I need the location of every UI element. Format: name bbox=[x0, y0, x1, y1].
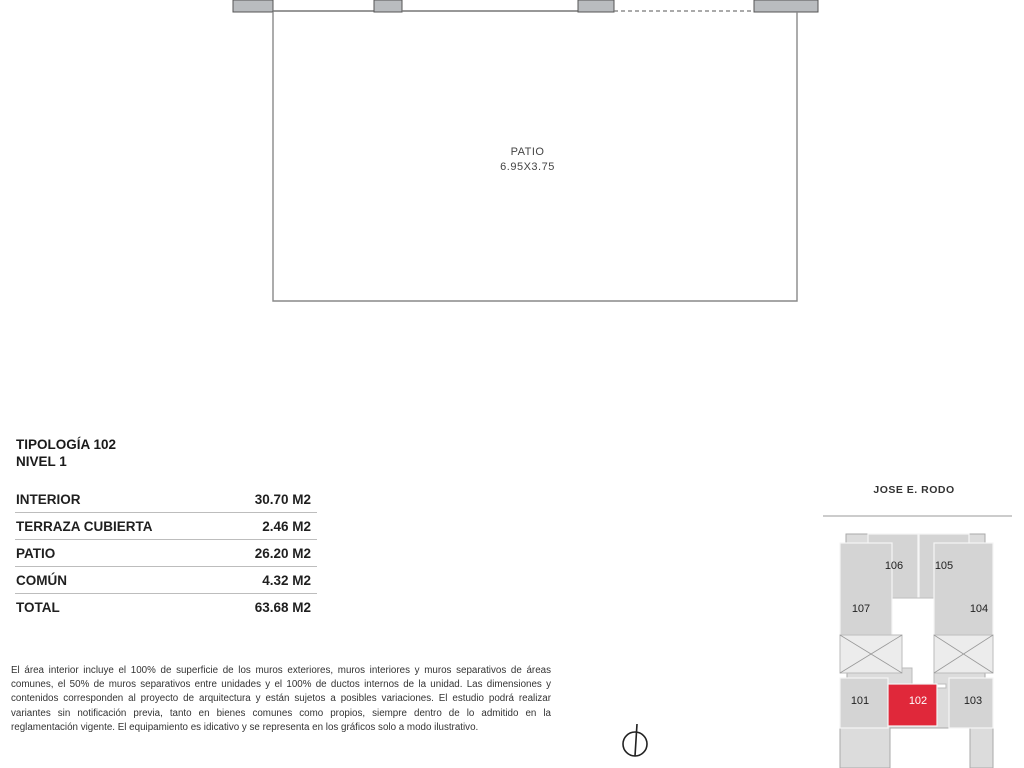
unit-level: NIVEL 1 bbox=[16, 454, 67, 469]
street-label: JOSE E. RODO bbox=[873, 484, 955, 496]
area-value: 63.68 M2 bbox=[254, 599, 311, 615]
unit-102-label: 102 bbox=[908, 695, 928, 707]
area-label: TOTAL bbox=[16, 599, 60, 615]
area-value: 2.46 M2 bbox=[262, 518, 311, 534]
patio-dimensions: 6.95X3.75 bbox=[500, 161, 555, 173]
unit-105-label: 105 bbox=[934, 560, 954, 572]
unit-103-label: 103 bbox=[963, 695, 983, 707]
area-row-terraza bbox=[15, 513, 317, 540]
area-label: INTERIOR bbox=[16, 491, 81, 507]
area-row-comun bbox=[15, 567, 317, 594]
disclaimer-text: El área interior incluye el 100% de superficie de los muros exteriores, muros interiores y muros separativos de áreas comunes, el 50% de muros separativos entre unidades y el 100% de ductos internos de la unidad. Las dimensiones y contenidos corresponden al proyecto de arquitectura y están sujetos a posibles variaciones. El estudio podrá realizar variantes sin notificación previa, tanto en bienes comunes como propios, siempre dentro de lo admitido en la reglamentación vigente. El equipamiento es idicativo y se representa en los gráficos solo a modo ilustrativo. bbox=[11, 665, 551, 733]
area-table bbox=[15, 486, 317, 620]
area-value: 30.70 M2 bbox=[254, 491, 311, 507]
unit-106-label: 106 bbox=[884, 560, 904, 572]
unit-title-block bbox=[16, 436, 116, 470]
wall-column-2 bbox=[374, 0, 402, 12]
area-label: PATIO bbox=[16, 545, 56, 561]
key-map bbox=[820, 478, 1020, 768]
unit-101-label: 101 bbox=[850, 695, 870, 707]
area-row-interior bbox=[15, 486, 317, 513]
area-row-total bbox=[15, 594, 317, 620]
unit-104-label: 104 bbox=[969, 603, 989, 615]
area-value: 4.32 M2 bbox=[262, 572, 311, 588]
unit-title: TIPOLOGÍA 102 bbox=[16, 437, 117, 452]
patio-label bbox=[460, 145, 595, 175]
north-arrow-icon bbox=[619, 722, 653, 762]
unit-107-shape bbox=[840, 543, 892, 635]
unit-104-shape bbox=[934, 543, 993, 635]
wall-column-4 bbox=[754, 0, 818, 12]
area-label: COMÚN bbox=[16, 572, 67, 588]
building-key-plan bbox=[820, 478, 1020, 768]
wall-column-3 bbox=[578, 0, 614, 12]
unit-107-label: 107 bbox=[851, 603, 871, 615]
patio-name: PATIO bbox=[510, 146, 545, 158]
wall-column-1 bbox=[233, 0, 273, 12]
area-row-patio bbox=[15, 540, 317, 567]
area-label: TERRAZA CUBIERTA bbox=[16, 518, 153, 534]
area-value: 26.20 M2 bbox=[254, 545, 311, 561]
